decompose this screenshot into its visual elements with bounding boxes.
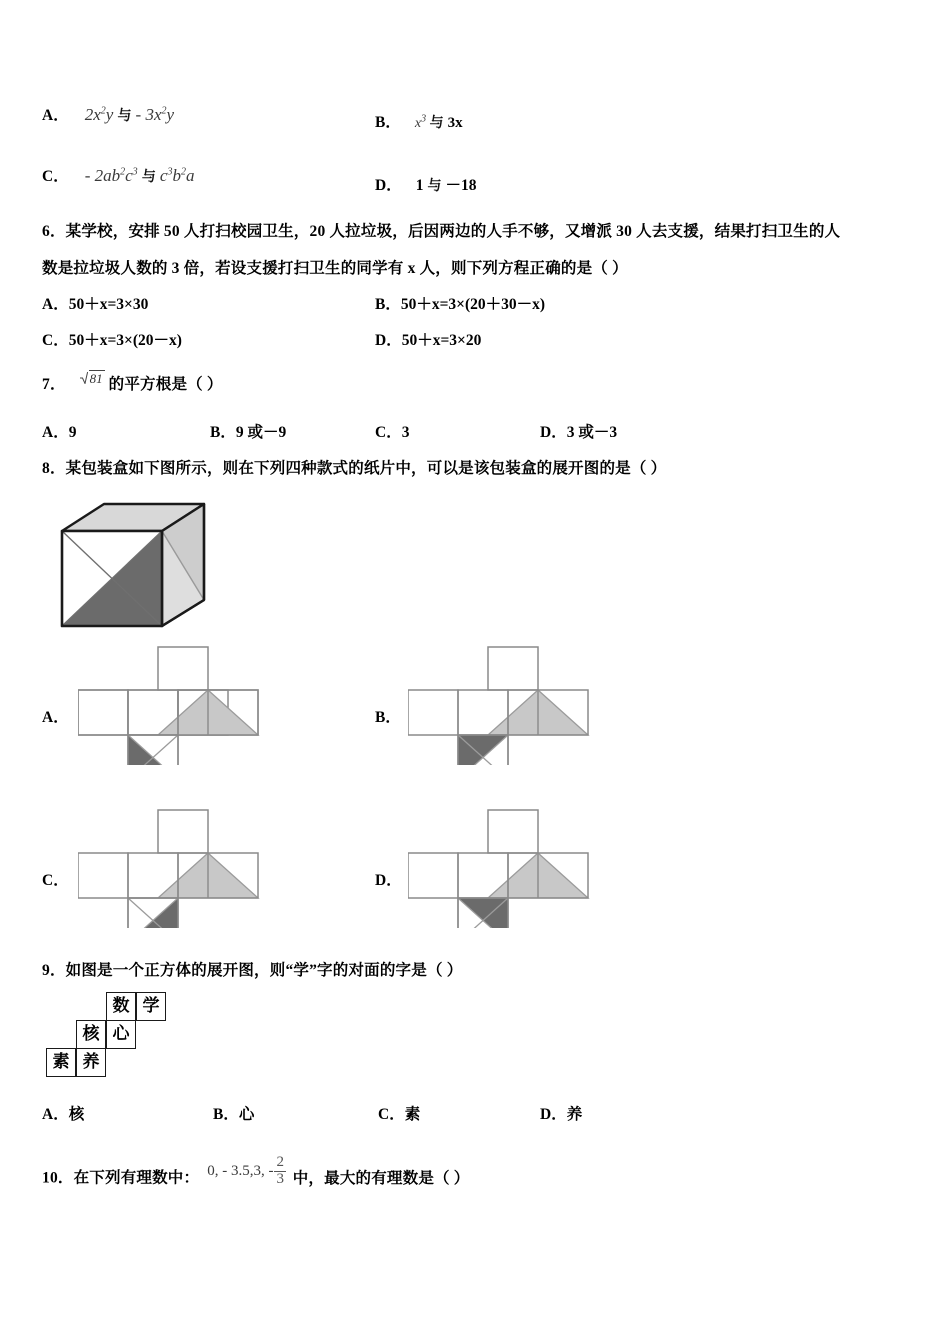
q6-option-b-text: 50＋x=3×(20＋30－x) [400, 296, 546, 313]
q10-fraction [274, 1155, 286, 1188]
q7-option-a [42, 420, 76, 442]
q5-option-d-expr2: －18 [445, 177, 477, 194]
q6-stem-line1 [42, 219, 840, 241]
sqrt-icon [80, 370, 105, 387]
q9-option-d [540, 1102, 582, 1124]
q8-option-c-label: C． [42, 872, 69, 889]
q6-option-c [42, 328, 182, 350]
q5-option-a-joiner: 与 [117, 109, 132, 124]
q5-option-c [42, 164, 194, 186]
q9-option-a-text: 核 [68, 1106, 85, 1123]
q5-option-a [42, 103, 174, 125]
q9-option-d-text: 养 [566, 1106, 583, 1123]
q5-option-b-expr: $x^3$ [414, 113, 427, 131]
q9-option-b [213, 1102, 254, 1124]
q10-stem-head: 在下列有理数中： [73, 1169, 200, 1187]
net-cell-shu: 数 [106, 992, 136, 1021]
q9-option-d-label: D． [540, 1106, 567, 1123]
q8-option-c-net [78, 808, 268, 928]
q5-option-b-expr2: 3x [447, 115, 463, 131]
q9-option-c-label: C． [378, 1106, 405, 1123]
q5-option-c-label: C． [42, 168, 69, 185]
q7-number: 7． [42, 376, 66, 393]
q8-option-b-net [408, 645, 598, 765]
q10-number-list-prefix: 0, - 3.5,3, - [207, 1162, 274, 1179]
q6-option-d-text: 50＋x=3×20 [401, 332, 482, 349]
fraction-denominator: 3 [276, 1170, 284, 1187]
q9-option-b-label: B． [213, 1106, 239, 1123]
q5-option-d-expr: 1 [415, 177, 424, 194]
q7-option-d [540, 420, 617, 442]
q7-option-c-text: 3 [401, 424, 410, 441]
fraction-numerator: 2 [276, 1154, 284, 1170]
q5-option-c-expr2: $c^3b^2a$ [159, 166, 195, 185]
q8-option-b-label: B． [375, 709, 401, 726]
q7-option-a-label: A． [42, 424, 69, 441]
q10-stem [42, 1154, 470, 1196]
q9-unfolded-net [40, 992, 200, 1082]
q7-option-d-label: D． [540, 424, 567, 441]
q6-option-b [375, 292, 545, 314]
q8-option-a-net [78, 645, 268, 765]
q5-option-d-label: D． [375, 177, 402, 194]
q8-stem [42, 456, 666, 478]
net-cell-su: 素 [46, 1048, 76, 1077]
q8-option-d-net [408, 808, 598, 928]
q10-number: 10． [42, 1169, 74, 1187]
q8-option-d-label: D． [375, 872, 402, 889]
q6-option-a-text: 50＋x=3×30 [68, 296, 149, 313]
q6-stem-text-1: 某学校，安排 50 人打扫校园卫生，20 人拉垃圾，后因两边的人手不够，又增派 30 人去支援，结果打扫卫生的人 [65, 223, 841, 240]
q9-number: 9． [42, 962, 66, 979]
q6-number: 6． [42, 223, 66, 240]
net-cell-xue: 学 [136, 992, 166, 1021]
q10-stem-tail: 中，最大的有理数是（ ） [292, 1169, 470, 1187]
cube-figure [52, 498, 220, 638]
q5-option-c-expr: - $2ab^2c^3$ [84, 166, 138, 185]
q5-option-b-joiner: 与 [429, 116, 444, 131]
q6-option-c-label: C． [42, 332, 69, 349]
q5-option-a-expr2: - $3x^2y$ [135, 105, 175, 124]
q7-option-c-label: C． [375, 424, 402, 441]
q5-option-a-label: A． [42, 107, 69, 124]
q7-option-d-text: 3 或－3 [566, 424, 618, 441]
net-cell-xin: 心 [106, 1020, 136, 1049]
q9-option-c [378, 1102, 420, 1124]
q5-option-a-expr: $2x^2y$ [84, 105, 114, 124]
q7-radicand: 81 [89, 371, 103, 386]
q6-option-d [375, 328, 481, 350]
net-cell-yang: 养 [76, 1048, 106, 1077]
q8-option-a-label: A． [42, 709, 69, 726]
q7-option-a-text: 9 [68, 424, 77, 441]
q7-option-b-text: 9 或－9 [235, 424, 287, 441]
q9-stem [42, 958, 462, 980]
q7-option-b-label: B． [210, 424, 236, 441]
q8-number: 8． [42, 460, 66, 477]
q7-option-b [210, 420, 286, 442]
q6-stem-line2: 数是拉垃圾人数的 3 倍，若设支援打扫卫生的同学有 x 人，则下列方程正确的是（ ） [42, 260, 628, 277]
q9-option-a-label: A． [42, 1106, 69, 1123]
q9-option-c-text: 素 [404, 1106, 421, 1123]
q6-option-b-label: B． [375, 296, 401, 313]
q7-stem [42, 372, 223, 394]
q7-stem-tail: 的平方根是（ ） [108, 376, 223, 393]
q10-number-list [207, 1154, 291, 1187]
q6-option-a-label: A． [42, 296, 69, 313]
q5-option-d-joiner: 与 [427, 179, 442, 194]
q9-option-b-text: 心 [238, 1106, 255, 1123]
q9-stem-text: 如图是一个正方体的展开图，则“学”字的对面的字是（ ） [65, 962, 463, 979]
net-cell-he: 核 [76, 1020, 106, 1049]
q8-stem-text: 某包装盒如下图所示，则在下列四种款式的纸片中，可以是该包装盒的展开图的是（ ） [65, 460, 667, 477]
q6-option-c-text: 50＋x=3×(20－x) [68, 332, 182, 349]
q6-option-d-label: D． [375, 332, 402, 349]
q5-option-b [375, 110, 463, 132]
q5-option-c-joiner: 与 [141, 170, 156, 185]
q7-option-c [375, 420, 409, 442]
q5-option-b-label: B． [375, 114, 401, 131]
q9-option-a [42, 1102, 84, 1124]
q6-option-a [42, 292, 148, 314]
q5-option-d [375, 173, 476, 195]
